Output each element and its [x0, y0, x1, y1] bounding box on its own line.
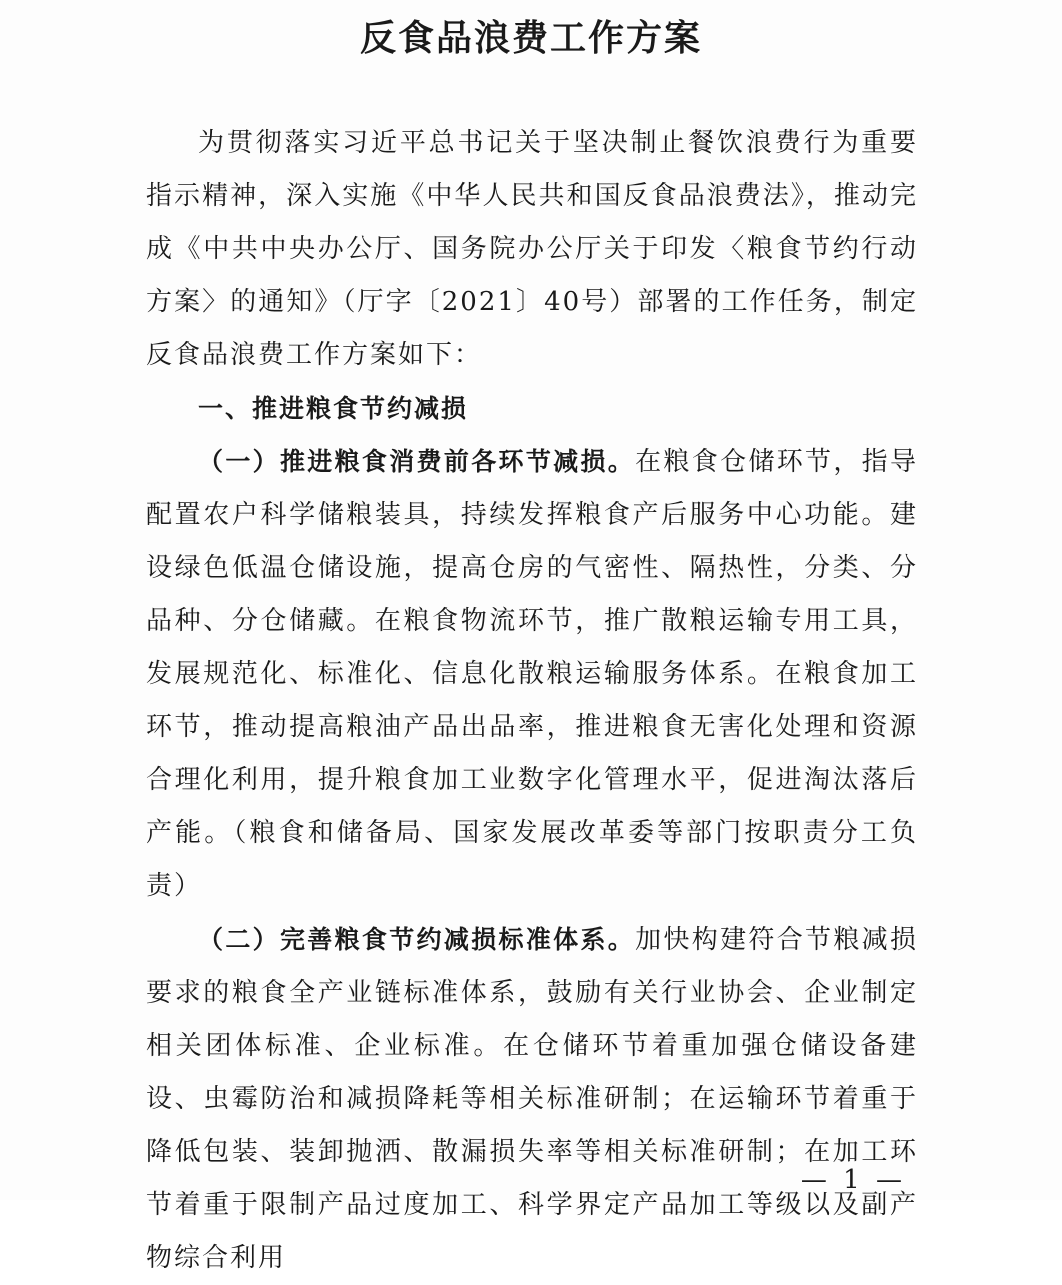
- document-title: 反食品浪费工作方案: [359, 17, 702, 59]
- intro-paragraph: 为贯彻落实习近平总书记关于坚决制止餐饮浪费行为重要指示精神，深入实施《中华人民共和国反食品浪费法》，推动完成《中共中央办公厅、国务院办公厅关于印发〈粮食节约行动方案〉的通知》（厅字〔2021〕40号）部署的工作任务，制定反食品浪费工作方案如下：: [146, 128, 918, 370]
- section-heading: 一、推进粮食节约减损: [198, 394, 469, 423]
- item-1-text: 在粮食仓储环节，指导配置农户科学储粮装具，持续发挥粮食产后服务中心功能。建设绿色低温仓储设施，提高仓房的气密性、隔热性，分类、分品种、分仓储藏。在粮食物流环节，推广散粮运输专用工具，发展规范化、标准化、信息化散粮运输服务体系。在粮食加工环节，推动提高粮油产品出品率，推进粮食无害化处理和资源合理化利用，提升粮食加工业数字化管理水平，促进淘汰落后产能。（粮食和储备局、国家发展改革委等部门按职责分工负责）: [146, 447, 918, 901]
- item-2-text: 加快构建符合节粮减损要求的粮食全产业链标准体系，鼓励有关行业协会、企业制定相关团体标准、企业标准。在仓储环节着重加强仓储设备建设、虫霉防治和减损降耗等相关标准研制；在运输环节着重于降低包装、装卸抛洒、散漏损失率等相关标准研制；在加工环节着重于限制产品过度加工、科学界定产品加工等级以及副产物综合利用: [146, 925, 918, 1273]
- document-body: [146, 117, 918, 1285]
- item-1-title: （一）推进粮食消费前各环节减损。: [198, 447, 636, 476]
- item-1-paragraph: [146, 435, 918, 913]
- page-number: — 1 —: [800, 1165, 906, 1195]
- item-2-title: （二）完善粮食节约减损标准体系。: [198, 925, 636, 954]
- item-2-paragraph: [146, 913, 918, 1285]
